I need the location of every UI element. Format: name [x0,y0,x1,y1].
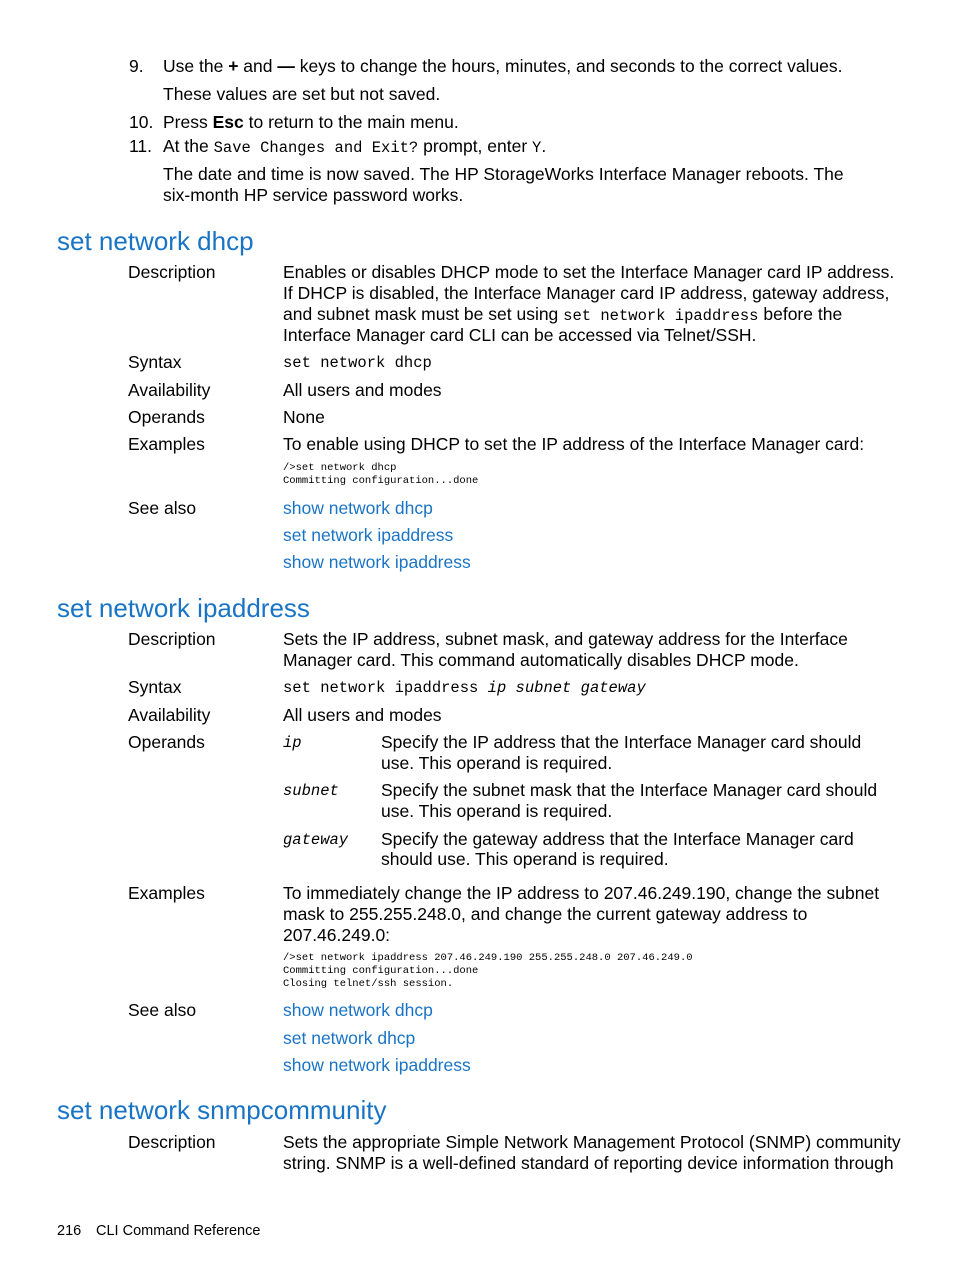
code-line: Committing configuration...done [283,965,479,977]
operands-value: None [283,407,325,427]
examples-text: To enable using DHCP to set the IP address of the Interface Manager card: [283,434,865,454]
step-note: The date and time is now saved. The HP StorageWorks Interface Manager reboots. The [163,164,844,184]
page-number: 216 [57,1223,82,1239]
step-text: Press Esc to return to the main menu. [163,112,459,132]
footer-title: CLI Command Reference [96,1223,261,1239]
step-number: 9. [129,56,144,76]
operand-description: Specify the subnet mask that the Interface Manager card should [381,780,878,800]
description-line: string. SNMP is a well-defined standard of reporting device information through [283,1153,894,1173]
description-line: Sets the IP address, subnet mask, and gateway address for the Interface [283,629,848,649]
link-show-network-ipaddress[interactable]: show network ipaddress [283,1055,471,1075]
field-label: Description [128,629,216,649]
description-line: Sets the appropriate Simple Network Management Protocol (SNMP) community [283,1132,901,1152]
field-label: Description [128,1132,216,1152]
operand-name: gateway [283,831,349,849]
field-label: Availability [128,705,211,725]
description-line: If DHCP is disabled, the Interface Manager card IP address, gateway address, [283,283,890,303]
step-note: six-month HP service password works. [163,185,464,205]
operand-name: subnet [283,782,339,800]
availability-value: All users and modes [283,380,442,400]
step-text: At the Save Changes and Exit? prompt, enter Y. [163,136,547,157]
field-label: See also [128,498,197,518]
code-line: Committing configuration...done [283,475,479,487]
availability-value: All users and modes [283,705,442,725]
operand-description: should use. This operand is required. [381,849,669,869]
examples-text: To immediately change the IP address to 207.46.249.190, change the subnet [283,883,880,903]
link-show-network-ipaddress[interactable]: show network ipaddress [283,552,471,572]
description-line: and subnet mask must be set using set network ipaddress before the [283,304,843,325]
examples-text: mask to 255.255.248.0, and change the current gateway address to [283,904,808,924]
field-label: See also [128,1000,197,1020]
field-label: Examples [128,883,205,903]
link-show-network-dhcp[interactable]: show network dhcp [283,498,433,518]
step-number: 11. [129,136,153,156]
examples-text: 207.46.249.0: [283,925,391,945]
link-show-network-dhcp[interactable]: show network dhcp [283,1000,433,1020]
field-label: Description [128,262,216,282]
section-heading: set network ipaddress [57,593,310,623]
operand-name: ip [283,734,302,752]
syntax-code: set network dhcp [283,354,432,372]
field-label: Availability [128,380,211,400]
operand-description: use. This operand is required. [381,753,613,773]
link-set-network-dhcp[interactable]: set network dhcp [283,1028,416,1048]
step-note: These values are set but not saved. [163,84,441,104]
section-heading: set network snmpcommunity [57,1095,387,1125]
code-line: />set network dhcp [283,462,397,474]
operand-description: use. This operand is required. [381,801,613,821]
field-label: Examples [128,434,205,454]
section-heading: set network dhcp [57,226,254,256]
operand-description: Specify the gateway address that the Interface Manager card [381,829,854,849]
description-line: Manager card. This command automatically disables DHCP mode. [283,650,799,670]
field-label: Syntax [128,677,182,697]
step-number: 10. [129,112,154,132]
field-label: Syntax [128,352,182,372]
link-set-network-ipaddress[interactable]: set network ipaddress [283,525,454,545]
operand-description: Specify the IP address that the Interface Manager card should [381,732,862,752]
syntax-code: set network ipaddress ip subnet gateway [283,679,646,697]
code-line: Closing telnet/ssh session. [283,978,454,990]
field-label: Operands [128,407,205,427]
code-line: />set network ipaddress 207.46.249.190 255.255.248.0 207.46.249.0 [283,952,693,964]
description-line: Interface Manager card CLI can be accessed via Telnet/SSH. [283,325,757,345]
step-text: Use the + and — keys to change the hours, minutes, and seconds to the correct values. [163,56,843,76]
field-label: Operands [128,732,205,752]
description-line: Enables or disables DHCP mode to set the Interface Manager card IP address. [283,262,895,282]
